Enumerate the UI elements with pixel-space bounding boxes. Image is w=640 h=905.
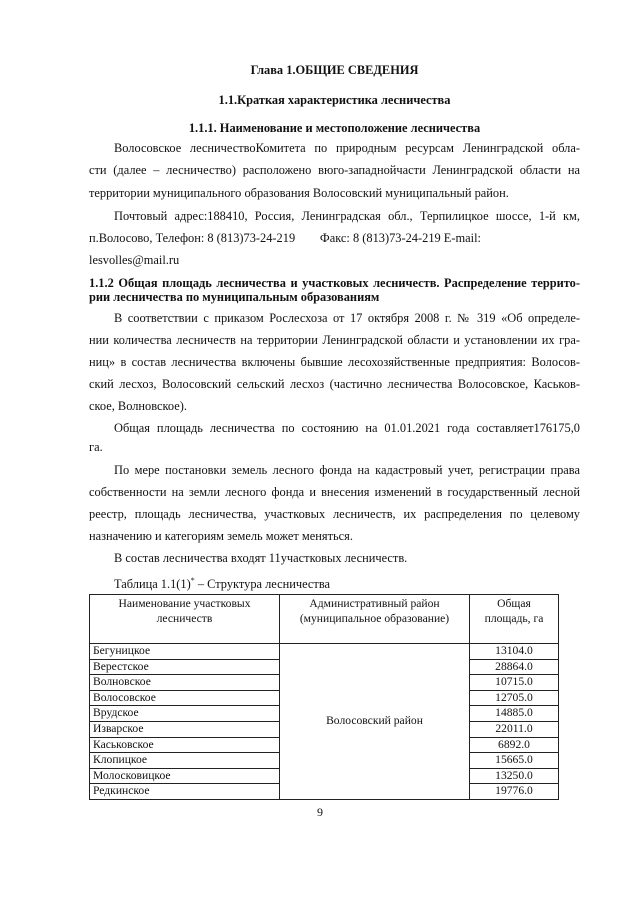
header-district: Административный район (муниципальное образование) xyxy=(280,595,470,644)
forestry-name: Волновское xyxy=(90,675,280,691)
table-caption xyxy=(89,573,580,592)
forestry-name: Клопицкое xyxy=(90,753,280,769)
paragraph-line: территории муниципального образования Волосовский муниципальный район. xyxy=(89,186,509,200)
area-value: 13104.0 xyxy=(470,644,559,660)
area-value: 19776.0 xyxy=(470,784,559,800)
paragraph-line: ниц» в состав лесничества включены бывшие лесохозяйственные предприятия: Волосов- xyxy=(89,355,580,369)
paragraph-line: ский лесхоз, Волосовский сельский лесхоз (частично лесничества Волосовское, Каськов- xyxy=(89,377,580,391)
forestry-structure-table xyxy=(89,594,559,800)
district-cell: Волосовский район xyxy=(280,644,470,800)
forestry-name: Изварское xyxy=(90,721,280,737)
paragraph-line: назначению и категориям земель может меняться. xyxy=(89,529,353,543)
forestry-name: Волосовское xyxy=(90,690,280,706)
paragraph-line: Волосовское лесничествоКомитета по природным ресурсам Ленинградской обла- xyxy=(114,141,580,155)
area-value: 28864.0 xyxy=(470,659,559,675)
paragraph-line: Общая площадь лесничества по состоянию на 01.01.2021 года составляет176175,0 xyxy=(114,421,580,435)
chapter-title: Глава 1.ОБЩИЕ СВЕДЕНИЯ xyxy=(250,63,419,77)
section-title: 1.1.Краткая характеристика лесничества xyxy=(218,93,451,107)
paragraph-line: В соответствии с приказом Рослесхоза от 17 октября 2008 г. № 319 «Об определе- xyxy=(114,311,580,325)
subsection-title: 1.1.1. Наименование и местоположение лесничества xyxy=(188,121,481,135)
header-name: Наименование участковых лесничеств xyxy=(90,595,280,644)
paragraph-line: В состав лесничества входят 11участковых лесничеств. xyxy=(114,551,408,565)
area-value: 15665.0 xyxy=(470,753,559,769)
table-row xyxy=(90,644,559,660)
header-area: Общая площадь, га xyxy=(470,595,559,644)
paragraph-line: собственности на земли лесного фонда и внесения изменений в государственный лесной xyxy=(89,485,580,499)
caption-prefix: Таблица 1.1(1) xyxy=(114,577,191,592)
paragraph-line: Почтовый адрес:188410, Россия, Ленинградская обл., Терпилицкое шоссе, 1-й км, xyxy=(114,209,580,223)
paragraph-line: сти (далее – лесничество) расположено вюго-западнойчасти Ленинградской области на xyxy=(89,163,580,177)
forestry-name: Молосковицкое xyxy=(90,768,280,784)
subsection2-title: 1.1.2 Общая площадь лесничества и участковых лесничеств. Распределение террито- xyxy=(89,276,580,290)
paragraph-line: реестр, площадь лесничества, участковых лесничеств, их распределения по целевому xyxy=(89,507,580,521)
page-number: 9 xyxy=(317,805,323,819)
caption-suffix: – Структура лесничества xyxy=(194,577,331,592)
paragraph-line: п.Волосово, Телефон: 8 (813)73-24-219 Факс: 8 (813)73-24-219 E-mail: xyxy=(89,231,481,245)
paragraph-line: га. xyxy=(89,440,103,454)
subsection2-title: рии лесничества по муниципальным образованиям xyxy=(89,290,380,304)
paragraph-line: По мере постановки земель лесного фонда на кадастровый учет, регистрации права xyxy=(114,463,580,477)
area-value: 14885.0 xyxy=(470,706,559,722)
area-value: 6892.0 xyxy=(470,737,559,753)
forestry-name: Редкинское xyxy=(90,784,280,800)
area-value: 12705.0 xyxy=(470,690,559,706)
forestry-name: Верестское xyxy=(90,659,280,675)
area-value: 13250.0 xyxy=(470,768,559,784)
forestry-name: Врудское xyxy=(90,706,280,722)
email-text: lesvolles@mail.ru xyxy=(89,253,180,267)
forestry-name: Каськовское xyxy=(90,737,280,753)
caption-footnote-mark: * xyxy=(190,576,195,585)
paragraph-line: ское, Волновское). xyxy=(89,399,187,413)
forestry-name: Бегуницкое xyxy=(90,644,280,660)
area-value: 22011.0 xyxy=(470,721,559,737)
paragraph-line: нии количества лесничеств на территории Ленинградской области и установлении их гра- xyxy=(89,333,580,347)
area-value: 10715.0 xyxy=(470,675,559,691)
